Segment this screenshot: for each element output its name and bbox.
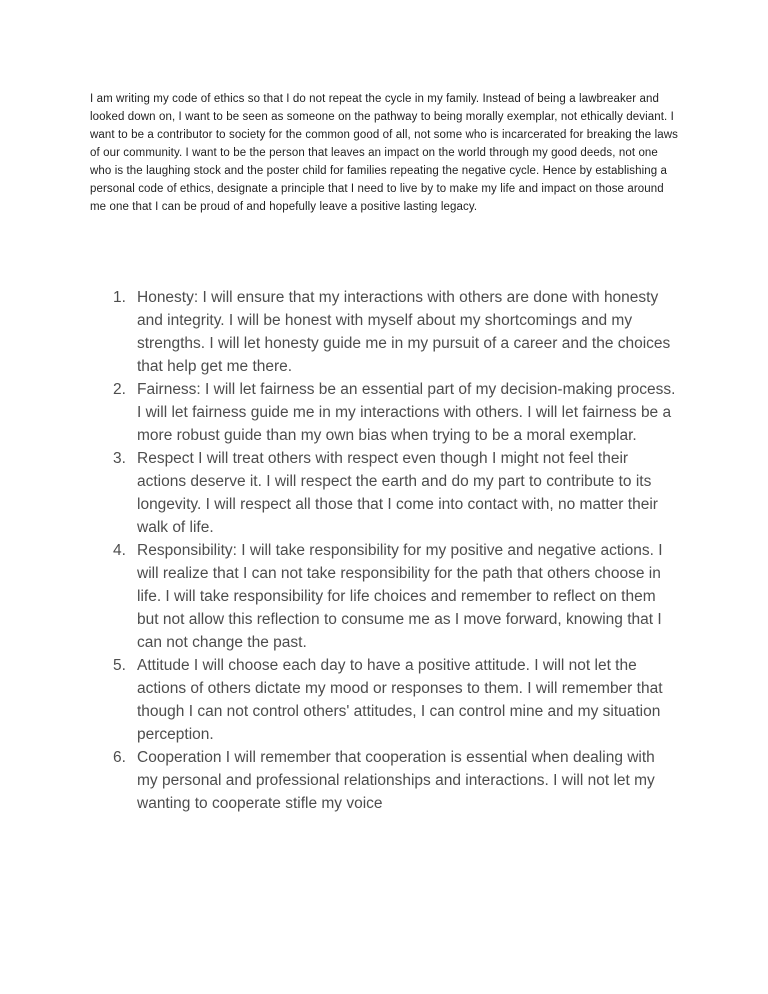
list-item bbox=[113, 746, 678, 815]
list-item-text: Honesty: I will ensure that my interactions with others are done with honesty and integrity. I will be honest with myself about my shortcomings and my strengths. I will let honesty guide me in my pursuit of a career and the choices that help get me there. bbox=[137, 289, 671, 375]
list-item-number: 6. bbox=[113, 749, 126, 766]
list-item-number: 5. bbox=[113, 657, 126, 674]
list-item-text: Fairness: I will let fairness be an essential part of my decision-making process. I will let fairness guide me in my interactions with others. I will let fairness be a more robust guide than my own bias when trying to be a moral exemplar. bbox=[137, 381, 676, 444]
list-item-number: 3. bbox=[113, 450, 126, 467]
list-item-text: Attitude I will choose each day to have a positive attitude. I will not let the actions of others dictate my mood or responses to them. I will remember that though I can not control others' attitudes, I can control mine and my situation perception. bbox=[137, 657, 663, 743]
list-item-number: 2. bbox=[113, 381, 126, 398]
code-of-ethics-list bbox=[90, 286, 678, 815]
list-item-text: Responsibility: I will take responsibility for my positive and negative actions. I will realize that I can not take responsibility for the path that others choose in life. I will take responsibility for life choices and remember to reflect on them but not allow this reflection to consume me as I move forward, knowing that I can not change the past. bbox=[137, 542, 663, 651]
list-item-number: 1. bbox=[113, 289, 126, 306]
list-item-text: Respect I will treat others with respect even though I might not feel their actions deserve it. I will respect the earth and do my part to contribute to its longevity. I will respect all those that I come into contact with, no matter their walk of life. bbox=[137, 450, 658, 536]
list-item-number: 4. bbox=[113, 542, 126, 559]
list-item bbox=[113, 378, 678, 447]
list-item bbox=[113, 447, 678, 539]
list-item bbox=[113, 654, 678, 746]
list-item bbox=[113, 539, 678, 654]
intro-paragraph: I am writing my code of ethics so that I do not repeat the cycle in my family. Instead of being a lawbreaker and looked down on, I want to be seen as someone on the pathway to being morally exemplar, not ethically deviant. I want to be a contributor to society for the common good of all, not some who is incarcerated for breaking the laws of our community. I want to be the person that leaves an impact on the world through my good deeds, not one who is the laughing stock and the poster child for families repeating the negative cycle. Hence by establishing a personal code of ethics, designate a principle that I need to live by to make my life and impact on those around me one that I can be proud of and hopefully leave a positive lasting legacy. bbox=[90, 93, 678, 213]
list-item-text: Cooperation I will remember that cooperation is essential when dealing with my personal and professional relationships and interactions. I will not let my wanting to cooperate stifle my voice bbox=[137, 749, 655, 812]
list-item bbox=[113, 286, 678, 378]
